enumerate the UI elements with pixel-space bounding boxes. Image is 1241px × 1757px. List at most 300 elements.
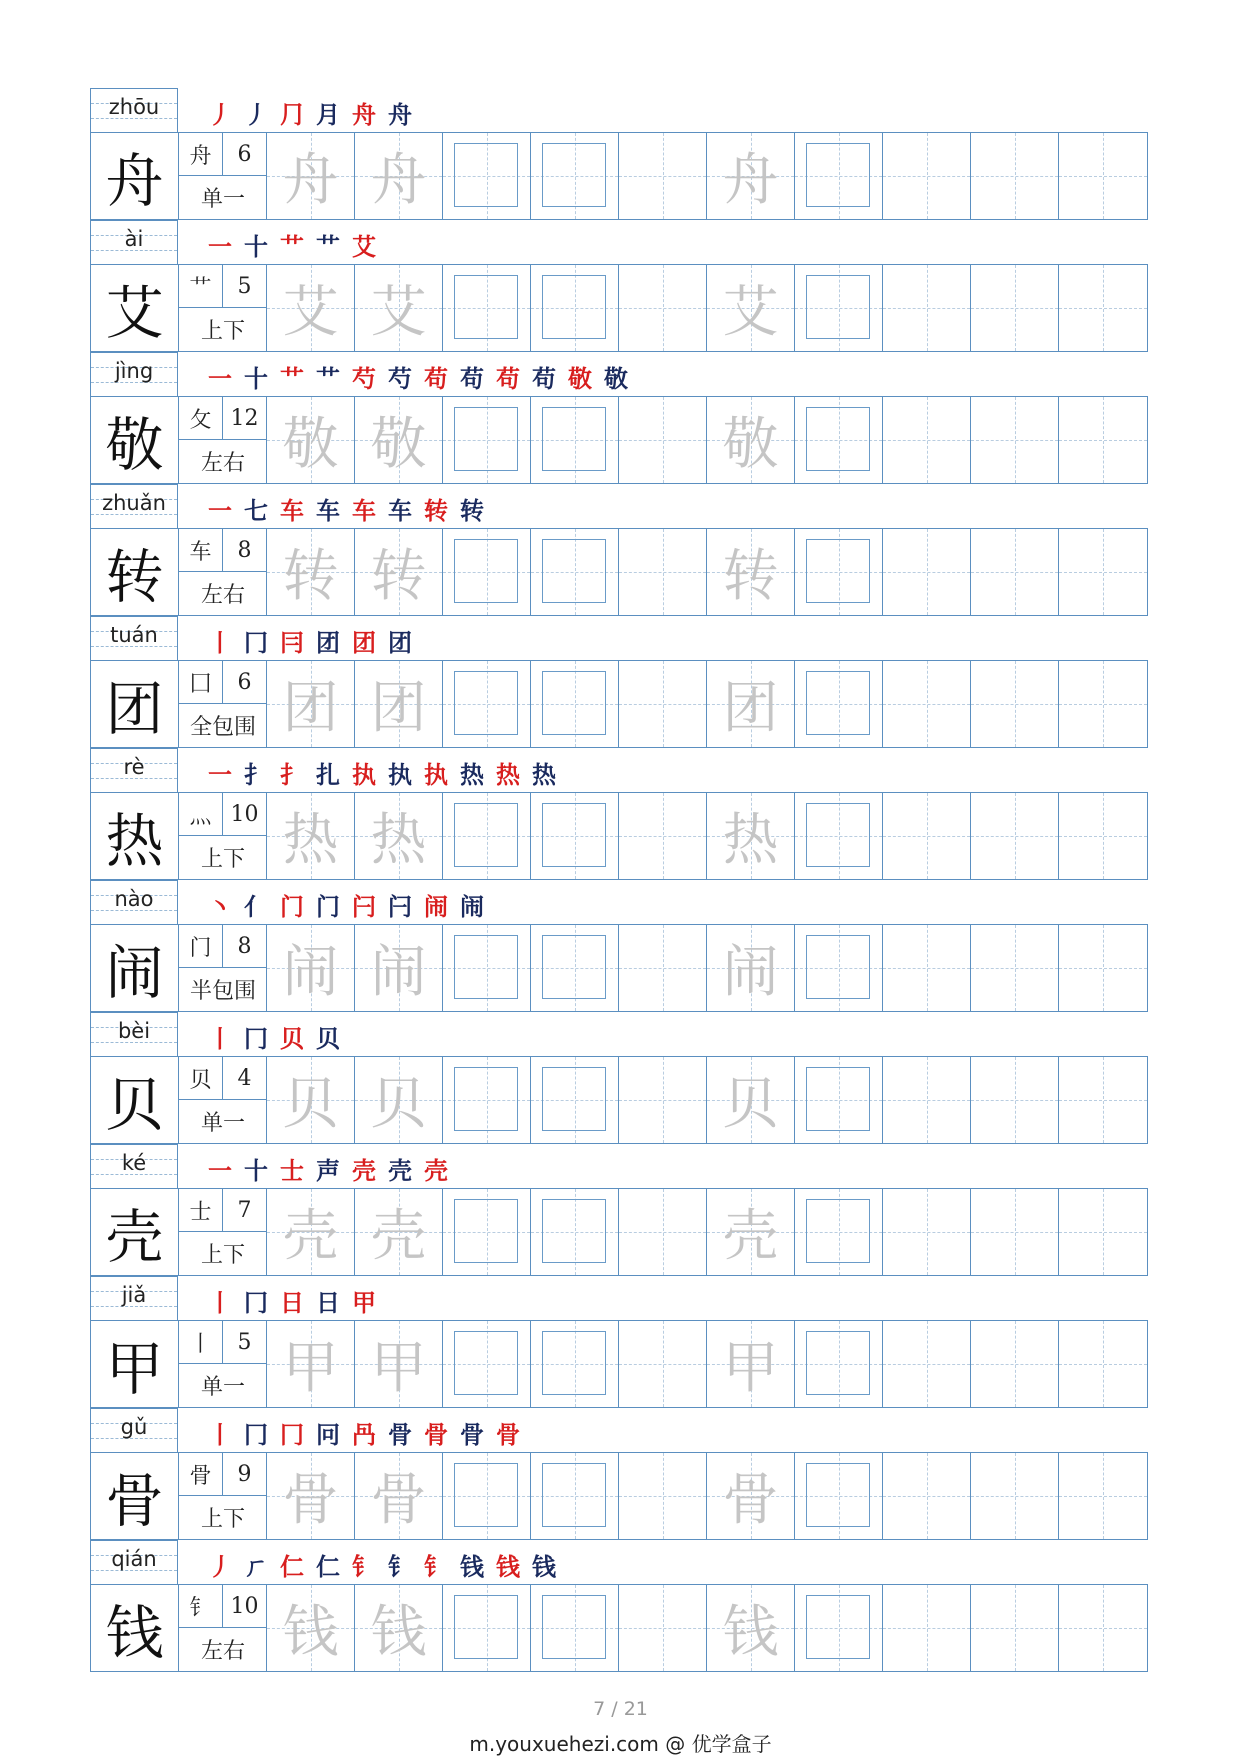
- boxed-practice-cell[interactable]: [443, 1057, 531, 1143]
- empty-practice-cell[interactable]: [971, 529, 1059, 615]
- info-top: [179, 529, 267, 572]
- character-info: [179, 133, 267, 219]
- boxed-practice-cell[interactable]: [531, 397, 619, 483]
- trace-cell[interactable]: [355, 1321, 443, 1407]
- stroke-order: [208, 228, 388, 262]
- boxed-practice-cell[interactable]: [531, 529, 619, 615]
- empty-practice-cell[interactable]: [1059, 529, 1147, 615]
- trace-character: 舟: [282, 148, 339, 213]
- char-block: [90, 352, 1148, 484]
- inner-box: [454, 1199, 518, 1263]
- stroke-count: 6: [237, 141, 252, 167]
- stroke-step: 丨: [208, 1420, 236, 1449]
- pinyin-cell: [90, 220, 178, 264]
- inner-box: [806, 1595, 870, 1659]
- trace-character: 敬: [722, 412, 779, 477]
- radical: 囗: [179, 661, 223, 703]
- empty-practice-cell[interactable]: [883, 133, 971, 219]
- inner-box: [806, 935, 870, 999]
- inner-box: [454, 803, 518, 867]
- structure: 左右: [200, 451, 245, 476]
- empty-practice-cell[interactable]: [1059, 1321, 1147, 1407]
- trace-cell[interactable]: [707, 1585, 795, 1671]
- trace-character: 转: [722, 544, 779, 609]
- inner-box: [542, 143, 606, 207]
- radical: 艹: [179, 265, 223, 307]
- empty-practice-cell[interactable]: [971, 793, 1059, 879]
- pinyin-cell: [90, 616, 178, 660]
- trace-character: 热: [370, 808, 427, 873]
- practice-row: [90, 924, 1148, 1012]
- stroke-step: 苟: [532, 364, 560, 393]
- stroke-step: 艹: [280, 232, 308, 261]
- inner-box: [454, 407, 518, 471]
- stroke-count: 4: [237, 1065, 252, 1091]
- trace-cell[interactable]: [707, 265, 795, 351]
- pinyin-cell: [90, 1276, 178, 1320]
- trace-character: 甲: [722, 1336, 779, 1401]
- stroke-step: 一: [208, 232, 236, 261]
- empty-practice-cell[interactable]: [883, 661, 971, 747]
- boxed-practice-cell[interactable]: [795, 1189, 883, 1275]
- stroke-count: 12: [230, 405, 259, 431]
- boxed-practice-cell[interactable]: [795, 1585, 883, 1671]
- pinyin-text: qián: [111, 1547, 157, 1571]
- model-character: 闹: [91, 925, 179, 1011]
- boxed-practice-cell[interactable]: [795, 925, 883, 1011]
- trace-character: 舟: [370, 148, 427, 213]
- stroke-step: 骨: [460, 1420, 488, 1449]
- stroke-step: 敬: [604, 364, 632, 393]
- character-info: [179, 1057, 267, 1143]
- trace-cell[interactable]: [355, 265, 443, 351]
- stroke-step: 贝: [280, 1024, 308, 1053]
- inner-box: [454, 935, 518, 999]
- inner-box: [542, 803, 606, 867]
- trace-cell[interactable]: [707, 1057, 795, 1143]
- stroke-step: 艾: [352, 232, 380, 261]
- trace-cell[interactable]: [355, 1453, 443, 1539]
- stroke-step: 七: [244, 496, 272, 525]
- stroke-step: 扌: [244, 760, 272, 789]
- char-block: [90, 1408, 1148, 1540]
- info-top: [179, 1585, 267, 1628]
- empty-practice-cell[interactable]: [971, 1321, 1059, 1407]
- inner-box: [806, 539, 870, 603]
- empty-practice-cell[interactable]: [1059, 1189, 1147, 1275]
- trace-cell[interactable]: [707, 661, 795, 747]
- practice-row: [90, 1320, 1148, 1408]
- empty-practice-cell[interactable]: [619, 133, 707, 219]
- model-character: 甲: [91, 1321, 179, 1407]
- stroke-step: 一: [208, 364, 236, 393]
- trace-character: 舟: [722, 148, 779, 213]
- boxed-practice-cell[interactable]: [531, 925, 619, 1011]
- char-block: [90, 1144, 1148, 1276]
- pinyin-text: zhōu: [108, 95, 160, 119]
- stroke-step: 冂: [244, 1024, 272, 1053]
- model-character: 骨: [91, 1453, 179, 1539]
- stroke-step: 团: [388, 628, 416, 657]
- inner-box: [542, 407, 606, 471]
- structure: 左右: [200, 583, 245, 608]
- inner-box: [806, 1463, 870, 1527]
- empty-practice-cell[interactable]: [1059, 661, 1147, 747]
- char-block: [90, 616, 1148, 748]
- empty-practice-cell[interactable]: [619, 1057, 707, 1143]
- pinyin-text: nào: [114, 887, 154, 911]
- trace-cell[interactable]: [267, 133, 355, 219]
- stroke-step: 扎: [316, 760, 344, 789]
- trace-cell[interactable]: [355, 397, 443, 483]
- empty-practice-cell[interactable]: [971, 661, 1059, 747]
- empty-practice-cell[interactable]: [619, 397, 707, 483]
- boxed-practice-cell[interactable]: [795, 661, 883, 747]
- stroke-step: 壳: [388, 1156, 416, 1185]
- stroke-step: 壳: [424, 1156, 452, 1185]
- boxed-practice-cell[interactable]: [531, 133, 619, 219]
- practice-row: [90, 264, 1148, 352]
- boxed-practice-cell[interactable]: [443, 265, 531, 351]
- trace-character: 骨: [282, 1468, 339, 1533]
- stroke-step: 艹: [280, 364, 308, 393]
- stroke-step: 丿: [208, 100, 236, 129]
- boxed-practice-cell[interactable]: [531, 265, 619, 351]
- trace-character: 团: [722, 676, 779, 741]
- stroke-step: 钅: [388, 1552, 416, 1581]
- boxed-practice-cell[interactable]: [443, 397, 531, 483]
- empty-practice-cell[interactable]: [971, 133, 1059, 219]
- empty-practice-cell[interactable]: [971, 1585, 1059, 1671]
- stroke-step: 敬: [568, 364, 596, 393]
- empty-practice-cell[interactable]: [883, 397, 971, 483]
- trace-cell[interactable]: [707, 1321, 795, 1407]
- empty-practice-cell[interactable]: [883, 925, 971, 1011]
- boxed-practice-cell[interactable]: [795, 1057, 883, 1143]
- radical: 攵: [179, 397, 223, 439]
- stroke-step: 闹: [460, 892, 488, 921]
- empty-practice-cell[interactable]: [619, 793, 707, 879]
- stroke-order: [208, 96, 424, 130]
- empty-practice-cell[interactable]: [619, 925, 707, 1011]
- boxed-practice-cell[interactable]: [795, 1453, 883, 1539]
- boxed-practice-cell[interactable]: [443, 133, 531, 219]
- worksheet: [90, 88, 1148, 1672]
- trace-cell[interactable]: [355, 925, 443, 1011]
- character-info: [179, 265, 267, 351]
- boxed-practice-cell[interactable]: [443, 1321, 531, 1407]
- empty-practice-cell[interactable]: [619, 1585, 707, 1671]
- trace-cell[interactable]: [707, 1189, 795, 1275]
- char-block: [90, 1276, 1148, 1408]
- stroke-order: [208, 756, 568, 790]
- pinyin-text: jiǎ: [121, 1283, 147, 1307]
- empty-practice-cell[interactable]: [971, 265, 1059, 351]
- info-top: [179, 661, 267, 704]
- stroke-step: 贝: [316, 1024, 344, 1053]
- empty-practice-cell[interactable]: [971, 1189, 1059, 1275]
- empty-practice-cell[interactable]: [619, 1189, 707, 1275]
- page-number: 7 / 21: [593, 1698, 648, 1720]
- empty-practice-cell[interactable]: [619, 529, 707, 615]
- empty-practice-cell[interactable]: [1059, 1585, 1147, 1671]
- empty-practice-cell[interactable]: [1059, 397, 1147, 483]
- empty-practice-cell[interactable]: [619, 1453, 707, 1539]
- empty-practice-cell[interactable]: [883, 1189, 971, 1275]
- character-info: [179, 1321, 267, 1407]
- structure: 单一: [200, 1375, 245, 1400]
- stroke-order: [208, 1152, 460, 1186]
- stroke-step: 执: [352, 760, 380, 789]
- structure: 上下: [200, 319, 245, 344]
- pinyin-text: ké: [121, 1151, 147, 1175]
- empty-practice-cell[interactable]: [883, 265, 971, 351]
- stroke-step: 日: [280, 1288, 308, 1317]
- trace-cell[interactable]: [707, 397, 795, 483]
- trace-character: 闹: [722, 940, 779, 1005]
- empty-practice-cell[interactable]: [619, 265, 707, 351]
- character-info: [179, 661, 267, 747]
- stroke-step: 苟: [496, 364, 524, 393]
- info-top: [179, 1453, 267, 1496]
- trace-cell[interactable]: [267, 661, 355, 747]
- stroke-step: 丨: [208, 1024, 236, 1053]
- inner-box: [806, 1331, 870, 1395]
- stroke-step: 亻: [244, 892, 272, 921]
- stroke-order: [208, 624, 424, 658]
- model-character: 贝: [91, 1057, 179, 1143]
- trace-character: 热: [722, 808, 779, 873]
- pinyin-text: rè: [123, 755, 145, 779]
- empty-practice-cell[interactable]: [971, 1453, 1059, 1539]
- practice-row: [90, 1452, 1148, 1540]
- stroke-step: 芍: [388, 364, 416, 393]
- stroke-order: [208, 1548, 568, 1582]
- stroke-count: 5: [237, 1329, 252, 1355]
- boxed-practice-cell[interactable]: [531, 1189, 619, 1275]
- boxed-practice-cell[interactable]: [443, 1453, 531, 1539]
- trace-character: 敬: [282, 412, 339, 477]
- empty-practice-cell[interactable]: [883, 529, 971, 615]
- model-character: 转: [91, 529, 179, 615]
- stroke-step: 车: [352, 496, 380, 525]
- boxed-practice-cell[interactable]: [795, 1321, 883, 1407]
- stroke-step: 冂: [244, 1288, 272, 1317]
- stroke-step: 艹: [316, 232, 344, 261]
- stroke-count: 10: [230, 1593, 259, 1619]
- pinyin-cell: [90, 1144, 178, 1188]
- boxed-practice-cell[interactable]: [443, 793, 531, 879]
- boxed-practice-cell[interactable]: [443, 529, 531, 615]
- stroke-step: 骨: [424, 1420, 452, 1449]
- trace-cell[interactable]: [355, 529, 443, 615]
- boxed-practice-cell[interactable]: [795, 529, 883, 615]
- info-top: [179, 1189, 267, 1232]
- model-character: 艾: [91, 265, 179, 351]
- inner-box: [806, 407, 870, 471]
- pinyin-cell: [90, 88, 178, 132]
- trace-character: 甲: [370, 1336, 427, 1401]
- stroke-step: 钱: [460, 1552, 488, 1581]
- boxed-practice-cell[interactable]: [531, 793, 619, 879]
- stroke-step: 车: [388, 496, 416, 525]
- stroke-step: 门: [316, 892, 344, 921]
- structure: 上下: [200, 1243, 245, 1268]
- empty-practice-cell[interactable]: [1059, 793, 1147, 879]
- stroke-step: 芍: [352, 364, 380, 393]
- trace-cell[interactable]: [267, 925, 355, 1011]
- practice-row: [90, 1056, 1148, 1144]
- trace-cell[interactable]: [267, 1057, 355, 1143]
- boxed-practice-cell[interactable]: [795, 265, 883, 351]
- boxed-practice-cell[interactable]: [531, 661, 619, 747]
- pinyin-cell: [90, 1012, 178, 1056]
- trace-cell[interactable]: [267, 529, 355, 615]
- trace-cell[interactable]: [355, 1189, 443, 1275]
- empty-practice-cell[interactable]: [883, 1453, 971, 1539]
- boxed-practice-cell[interactable]: [531, 1321, 619, 1407]
- boxed-practice-cell[interactable]: [443, 925, 531, 1011]
- info-top: [179, 925, 267, 968]
- stroke-step: 苟: [424, 364, 452, 393]
- stroke-order: [208, 360, 640, 394]
- trace-character: 闹: [370, 940, 427, 1005]
- empty-practice-cell[interactable]: [971, 1057, 1059, 1143]
- stroke-order: [208, 1284, 388, 1318]
- character-info: [179, 793, 267, 879]
- structure: 半包围: [189, 979, 256, 1004]
- stroke-step: 仁: [280, 1552, 308, 1581]
- inner-box: [542, 1463, 606, 1527]
- trace-cell[interactable]: [707, 793, 795, 879]
- radical: 士: [179, 1189, 223, 1231]
- trace-cell[interactable]: [267, 1321, 355, 1407]
- pinyin-text: jìng: [114, 359, 154, 383]
- boxed-practice-cell[interactable]: [531, 1453, 619, 1539]
- empty-practice-cell[interactable]: [971, 925, 1059, 1011]
- practice-row: [90, 660, 1148, 748]
- trace-cell[interactable]: [267, 1189, 355, 1275]
- trace-cell[interactable]: [267, 1585, 355, 1671]
- info-top: [179, 1057, 267, 1100]
- pinyin-text: zhuǎn: [102, 491, 166, 515]
- inner-box: [454, 671, 518, 735]
- practice-row: [90, 792, 1148, 880]
- radical: 钅: [179, 1585, 223, 1627]
- practice-row: [90, 132, 1148, 220]
- trace-cell[interactable]: [355, 1057, 443, 1143]
- stroke-count: 6: [237, 669, 252, 695]
- character-info: [179, 397, 267, 483]
- boxed-practice-cell[interactable]: [795, 793, 883, 879]
- empty-practice-cell[interactable]: [883, 1057, 971, 1143]
- inner-box: [806, 671, 870, 735]
- boxed-practice-cell[interactable]: [795, 133, 883, 219]
- trace-character: 骨: [370, 1468, 427, 1533]
- stroke-step: 热: [532, 760, 560, 789]
- stroke-step: 一: [208, 760, 236, 789]
- stroke-step: 丨: [208, 1288, 236, 1317]
- trace-cell[interactable]: [707, 925, 795, 1011]
- model-character: 敬: [91, 397, 179, 483]
- trace-character: 壳: [722, 1204, 779, 1269]
- model-character: 热: [91, 793, 179, 879]
- trace-character: 闹: [282, 940, 339, 1005]
- stroke-step: 执: [388, 760, 416, 789]
- inner-box: [454, 1463, 518, 1527]
- stroke-step: 热: [460, 760, 488, 789]
- stroke-step: 一: [208, 1156, 236, 1185]
- boxed-practice-cell[interactable]: [531, 1585, 619, 1671]
- trace-cell[interactable]: [267, 265, 355, 351]
- stroke-step: 冋: [316, 1420, 344, 1449]
- boxed-practice-cell[interactable]: [531, 1057, 619, 1143]
- inner-box: [454, 275, 518, 339]
- empty-practice-cell[interactable]: [619, 1321, 707, 1407]
- inner-box: [806, 1067, 870, 1131]
- stroke-step: 声: [316, 1156, 344, 1185]
- char-block: [90, 880, 1148, 1012]
- trace-cell[interactable]: [355, 133, 443, 219]
- empty-practice-cell[interactable]: [1059, 1057, 1147, 1143]
- empty-practice-cell[interactable]: [883, 1321, 971, 1407]
- inner-box: [542, 1595, 606, 1659]
- empty-practice-cell[interactable]: [1059, 925, 1147, 1011]
- empty-practice-cell[interactable]: [883, 793, 971, 879]
- info-top: [179, 397, 267, 440]
- stroke-order: [208, 1416, 532, 1450]
- empty-practice-cell[interactable]: [1059, 133, 1147, 219]
- structure: 上下: [200, 1507, 245, 1532]
- pinyin-cell: [90, 1408, 178, 1452]
- empty-practice-cell[interactable]: [1059, 1453, 1147, 1539]
- boxed-practice-cell[interactable]: [443, 661, 531, 747]
- pinyin-cell: [90, 880, 178, 924]
- inner-box: [542, 1067, 606, 1131]
- pinyin-text: bèi: [117, 1019, 151, 1043]
- stroke-step: 日: [316, 1288, 344, 1317]
- stroke-count: 8: [237, 537, 252, 563]
- radical: 贝: [179, 1057, 223, 1099]
- trace-cell[interactable]: [355, 793, 443, 879]
- practice-row: [90, 1584, 1148, 1672]
- stroke-step: 丿: [244, 100, 272, 129]
- trace-cell[interactable]: [707, 529, 795, 615]
- empty-practice-cell[interactable]: [883, 1585, 971, 1671]
- boxed-practice-cell[interactable]: [795, 397, 883, 483]
- empty-practice-cell[interactable]: [619, 661, 707, 747]
- trace-cell[interactable]: [707, 1453, 795, 1539]
- trace-cell[interactable]: [267, 793, 355, 879]
- trace-cell[interactable]: [707, 133, 795, 219]
- empty-practice-cell[interactable]: [1059, 265, 1147, 351]
- boxed-practice-cell[interactable]: [443, 1189, 531, 1275]
- boxed-practice-cell[interactable]: [443, 1585, 531, 1671]
- trace-cell[interactable]: [267, 397, 355, 483]
- stroke-step: 扌: [280, 760, 308, 789]
- trace-cell[interactable]: [355, 1585, 443, 1671]
- trace-cell[interactable]: [355, 661, 443, 747]
- stroke-step: 团: [352, 628, 380, 657]
- trace-character: 团: [282, 676, 339, 741]
- character-info: [179, 1189, 267, 1275]
- stroke-step: 执: [424, 760, 452, 789]
- stroke-count: 7: [237, 1197, 252, 1223]
- inner-box: [542, 275, 606, 339]
- stroke-step: 十: [244, 1156, 272, 1185]
- empty-practice-cell[interactable]: [971, 397, 1059, 483]
- trace-cell[interactable]: [267, 1453, 355, 1539]
